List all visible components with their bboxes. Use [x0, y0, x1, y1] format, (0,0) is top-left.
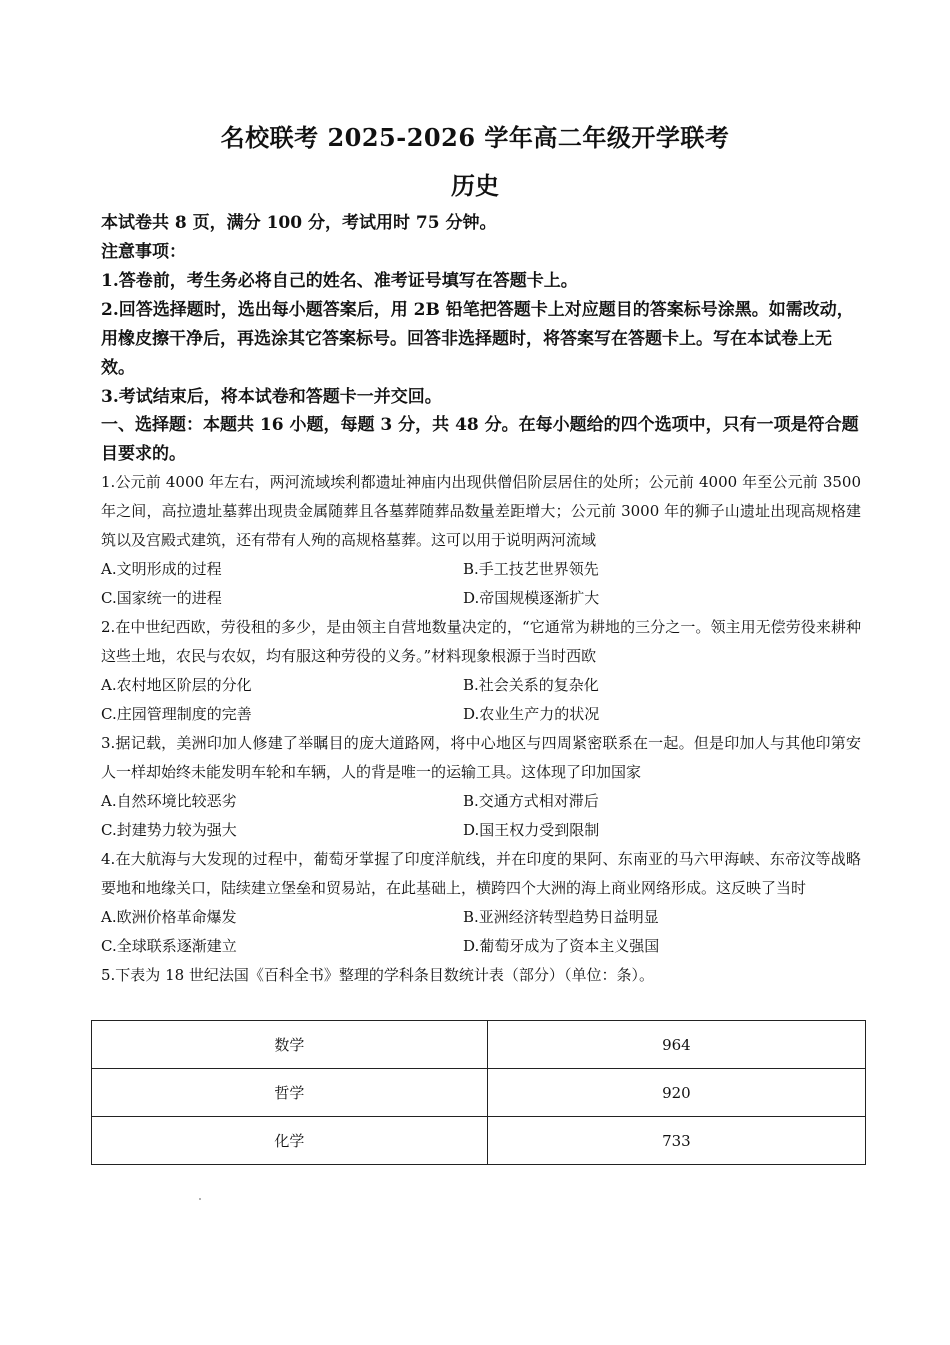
- option-grid: [101, 671, 861, 729]
- instruction-item: 2.回答选择题时，选出每小题答案后，用 2B 铅笔把答题卡上对应题目的答案标号涂黑。如需改动，用橡皮擦干净后，再选涂其它答案标号。回答非选择题时，将答案写在答题卡上。写在本试卷上无效。: [101, 300, 854, 378]
- question-stem: 5.下表为 18 世纪法国《百科全书》整理的学科条目数统计表（部分）（单位：条）。: [101, 966, 654, 984]
- encyclopedia-stats-table: [91, 1020, 866, 1165]
- exam-subject: 历史: [451, 171, 499, 200]
- instruction-item: 1.答卷前，考生务必将自己的姓名、准考证号填写在答题卡上。: [101, 271, 578, 291]
- table-row: [92, 1069, 866, 1117]
- option-b: B.亚洲经济转型趋势日益明显: [463, 908, 659, 926]
- question-2: [101, 613, 861, 729]
- question-1: [101, 468, 861, 613]
- question-list: [101, 468, 861, 990]
- question-3: [101, 729, 861, 845]
- instructions-intro: 本试卷共 8 页，满分 100 分，考试用时 75 分钟。: [101, 213, 497, 233]
- instructions-heading: 注意事项：: [101, 242, 186, 262]
- table-row: [92, 1117, 866, 1165]
- question-stem: 4.在大航海与大发现的过程中，葡萄牙掌握了印度洋航线，并在印度的果阿、东南亚的马六甲海峡、东帝汶等战略要地和地缘关口，陆续建立堡垒和贸易站，在此基础上，横跨四个大洲的海上商业网络形成。这反映了当时: [101, 850, 861, 897]
- table-row: [92, 1021, 866, 1069]
- option-b: B.交通方式相对滞后: [463, 792, 599, 810]
- instruction-item: 3.考试结束后，将本试卷和答题卡一并交回。: [101, 387, 442, 407]
- option-grid: [101, 787, 861, 845]
- option-d: D.农业生产力的状况: [463, 705, 600, 723]
- option-b: B.手工技艺世界领先: [463, 560, 599, 578]
- question-stem: 3.据记载，美洲印加人修建了举瞩目的庞大道路网，将中心地区与四周紧密联系在一起。但是印加人与其他印第安人一样却始终未能发明车轮和车辆，人的背是唯一的运输工具。这体现了印加国家: [101, 734, 861, 781]
- option-d: D.葡萄牙成为了资本主义强国: [463, 937, 660, 955]
- option-a: A.自然环境比较恶劣: [101, 792, 237, 810]
- option-c: C.封建势力较为强大: [101, 821, 237, 839]
- option-grid: [101, 555, 861, 613]
- option-grid: [101, 903, 861, 961]
- question-5: [101, 961, 861, 990]
- table-cell-subject: 化学: [92, 1117, 488, 1165]
- option-c: C.全球联系逐渐建立: [101, 937, 237, 955]
- option-b: B.社会关系的复杂化: [463, 676, 599, 694]
- table-cell-subject: 数学: [92, 1021, 488, 1069]
- question-4: [101, 845, 861, 961]
- option-c: C.国家统一的进程: [101, 589, 222, 607]
- option-d: D.国王权力受到限制: [463, 821, 600, 839]
- section-title: 一、选择题：本题共 16 小题，每题 3 分，共 48 分。在每小题给的四个选项中，只有一项是符合题目要求的。: [101, 415, 859, 464]
- question-stem: 1.公元前 4000 年左右，两河流域埃利都遗址神庙内出现供僧侣阶层居住的处所；公元前 4000 年至公元前 3500 年之间，高拉遗址墓葬出现贵金属随葬且各墓葬随葬品数量差距增大；公元前 3000 年的狮子山遗址出现高规格建筑以及宫殿式建筑，还有带有人殉的高规格墓葬。这可以用于说明两河流域: [101, 473, 861, 549]
- table-cell-subject: 哲学: [92, 1069, 488, 1117]
- exam-title: 名校联考 2025-2026 学年高二年级开学联考: [220, 123, 730, 152]
- option-d: D.帝国规模逐渐扩大: [463, 589, 600, 607]
- option-a: A.欧洲价格革命爆发: [101, 908, 237, 926]
- option-a: A.文明形成的过程: [101, 560, 222, 578]
- table-cell-count: 733: [487, 1117, 865, 1165]
- option-c: C.庄园管理制度的完善: [101, 705, 252, 723]
- scan-speck: [199, 1198, 201, 1200]
- question-stem: 2.在中世纪西欧，劳役租的多少，是由领主自营地数量决定的，“它通常为耕地的三分之一。领主用无偿劳役来耕种这些土地，农民与农奴，均有服这种劳役的义务。”材料现象根源于当时西欧: [101, 618, 861, 665]
- instructions: [101, 209, 861, 412]
- table-cell-count: 920: [487, 1069, 865, 1117]
- table-cell-count: 964: [487, 1021, 865, 1069]
- option-a: A.农村地区阶层的分化: [101, 676, 252, 694]
